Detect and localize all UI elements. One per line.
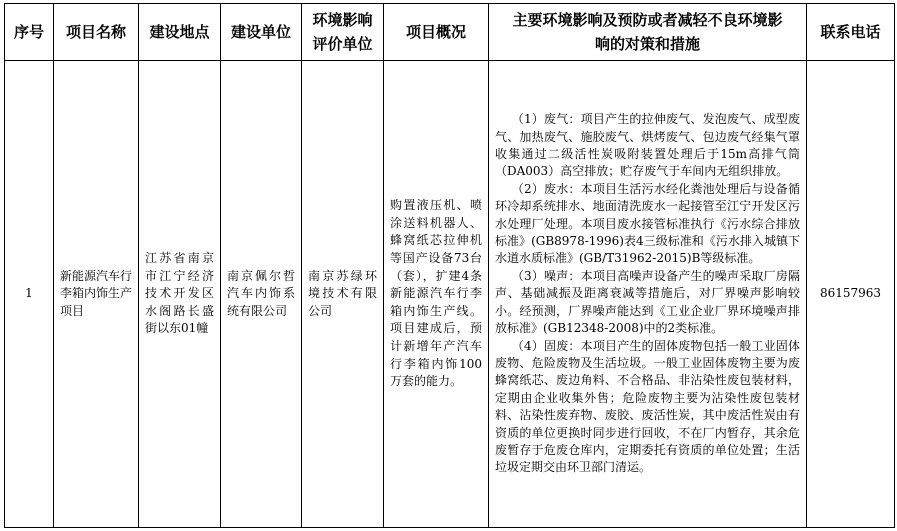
cell-location: 江苏省南京市江宁经济技术开发区水阁路长盛街以东01幢 xyxy=(139,61,221,528)
header-eia-unit: 环境影响评价单位 xyxy=(302,4,384,61)
header-measures: 主要环境影响及预防或者减轻不良环境影响的对策和措施 xyxy=(489,4,807,61)
cell-eia-unit: 南京苏绿环境技术有限公司 xyxy=(302,61,384,528)
header-location: 建设地点 xyxy=(139,4,221,61)
measure-air: （1）废气：项目产生的拉伸废气、发泡废气、成型废气、加热废气、施胶废气、烘烤废气、包边废气经集气罩收集通过二级活性炭吸附装置处理后于15m高排气筒（DA003）高空排放；贮存废气于车间内无组织排放。 xyxy=(495,112,800,179)
header-builder: 建设单位 xyxy=(221,4,302,61)
table-row xyxy=(5,61,895,528)
cell-measures xyxy=(489,61,807,528)
cell-overview: 购置液压机、喷涂送料机器人、蜂窝纸芯拉伸机等国产设备73台（套），扩建4条新能源汽车行李箱内饰生产线。项目建成后，预计新增年产汽车行李箱内饰100万套的能力。 xyxy=(384,61,489,528)
header-seq: 序号 xyxy=(5,4,54,61)
header-overview: 项目概况 xyxy=(384,4,489,61)
measure-solid-waste: （4）固废：本项目产生的固体废物包括一般工业固体废物、危险废物及生活垃圾。一般工业固体废物主要为废蜂窝纸芯、废边角料、不合格品、非沾染性废包装材料，定期由企业收集外售；危险废物主要为沾染性废包装材料、沾染性废弃物、废胶、废活性炭，其中废活性炭由有资质的单位更换时同步进行回收，不在厂内暂存，其余危废暂存于危废仓库内，定期委托有资质的单位处置；生活垃圾定期交由环卫部门清运。 xyxy=(495,338,800,475)
measure-water: （2）废水：本项目生活污水经化粪池处理后与设备循环冷却系统排水、地面清洗废水一起接管至江宁开发区污水处理厂处理。本项目废水接管标准执行《污水综合排放标准》(GB8978-1996)表4三级标准和《污水排入城镇下水道水质标准》(GB/T31962-2015)B等级标准。 xyxy=(495,181,800,266)
cell-name: 新能源汽车行李箱内饰生产项目 xyxy=(54,61,139,528)
header-row xyxy=(5,4,895,61)
cell-phone: 86157963 xyxy=(807,61,895,528)
header-phone: 联系电话 xyxy=(807,4,895,61)
cell-builder: 南京佩尔哲汽车内饰系统有限公司 xyxy=(221,61,302,528)
measure-noise: （3）噪声：本项目高噪声设备产生的噪声采取厂房隔声、基础减振及距离衰减等措施后，对厂界噪声影响较小。经预测，厂界噪声能达到《工业企业厂界环境噪声排放标准》(GB12348-2008)中的2类标准。 xyxy=(495,268,800,336)
cell-seq: 1 xyxy=(5,61,54,528)
project-table xyxy=(4,3,895,528)
header-name: 项目名称 xyxy=(54,4,139,61)
